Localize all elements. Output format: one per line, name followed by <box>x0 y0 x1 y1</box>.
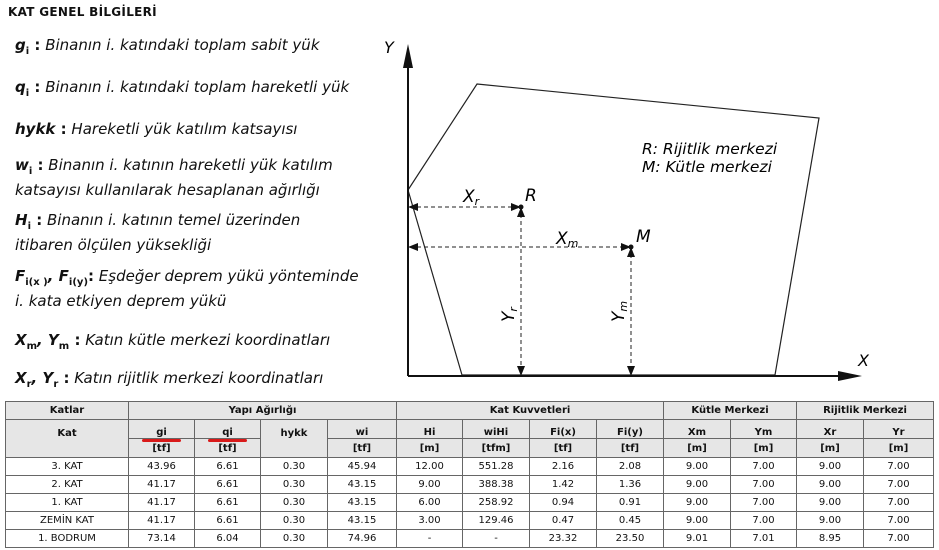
col-hi: Hi <box>397 420 463 439</box>
col-fix: Fi(x) <box>530 420 597 439</box>
table-cell: 0.94 <box>530 494 597 512</box>
group-kutle-merkezi: Kütle Merkezi <box>664 402 797 420</box>
table-cell: 74.96 <box>328 530 397 548</box>
table-cell: 9.01 <box>664 530 731 548</box>
col-gi <box>129 420 195 439</box>
table-cell: 0.30 <box>261 512 328 530</box>
unit-xm: [m] <box>664 439 731 458</box>
unit-ym: [m] <box>731 439 797 458</box>
definition-hykk: hykk : Hareketli yük katılım katsayısı <box>15 120 298 138</box>
table-cell: - <box>397 530 463 548</box>
col-ym: Ym <box>731 420 797 439</box>
unit-xr: [m] <box>797 439 864 458</box>
table-cell: 43.15 <box>328 494 397 512</box>
table-cell: 7.00 <box>731 494 797 512</box>
table-cell: 2.16 <box>530 458 597 476</box>
table-cell: 1. BODRUM <box>6 530 129 548</box>
col-hykk: hykk <box>261 420 328 439</box>
y-axis-arrow <box>403 44 413 68</box>
xm-label: Xm <box>556 229 579 250</box>
col-xr: Xr <box>797 420 864 439</box>
col-yr: Yr <box>864 420 934 439</box>
table-cell: 0.30 <box>261 494 328 512</box>
table-cell: 3. KAT <box>6 458 129 476</box>
table-cell: 7.00 <box>731 512 797 530</box>
table-cell: 23.50 <box>597 530 664 548</box>
table-cell: 41.17 <box>129 512 195 530</box>
x-axis-arrow <box>838 371 862 381</box>
table-cell: 551.28 <box>463 458 530 476</box>
floor-plan-outline <box>408 84 819 375</box>
col-xm: Xm <box>664 420 731 439</box>
table-cell: 45.94 <box>328 458 397 476</box>
group-kat-kuvvetleri: Kat Kuvvetleri <box>397 402 664 420</box>
definition-qi: $q_i$ : Binanın i. katındaki toplam hareketli yük <box>15 78 350 99</box>
table-cell: 73.14 <box>129 530 195 548</box>
table-cell: 0.45 <box>597 512 664 530</box>
table-cell: 7.00 <box>864 494 934 512</box>
col-gi-label: gi <box>156 427 167 438</box>
table-cell: 23.32 <box>530 530 597 548</box>
definition-xm-ym: $X_m$, $Y_m$ : Katın kütle merkezi koordinatları <box>15 331 331 352</box>
table-row <box>6 530 934 548</box>
col-wihi: wiHi <box>463 420 530 439</box>
legend-m: M: Kütle merkezi <box>642 158 772 176</box>
table-cell: 7.00 <box>864 530 934 548</box>
center-diagram <box>380 30 880 390</box>
table-cell: 6.61 <box>195 494 261 512</box>
definition-hi: $H_i$ : Binanın i. katının temel üzerinden itibaren ölçülen yüksekliği <box>15 211 301 254</box>
unit-fiy: [tf] <box>597 439 664 458</box>
table-cell: 1.42 <box>530 476 597 494</box>
table-cell: 6.61 <box>195 476 261 494</box>
column-header-row <box>6 420 934 439</box>
definition-xr-yr: $X_r$, $Y_r$ : Katın rijitlik merkezi koordinatları <box>15 369 324 390</box>
definition-gi: $g_i$ : Binanın i. katındaki toplam sabit yük <box>15 36 320 57</box>
table-cell: 9.00 <box>797 458 864 476</box>
table-cell: 7.00 <box>864 512 934 530</box>
table-cell: 43.15 <box>328 512 397 530</box>
table-cell: 9.00 <box>397 476 463 494</box>
table-cell: 0.91 <box>597 494 664 512</box>
table-cell: ZEMİN KAT <box>6 512 129 530</box>
rigidity-center-point <box>519 205 524 210</box>
y-axis-label: Y <box>384 38 394 57</box>
table-cell: 9.00 <box>664 494 731 512</box>
table-cell: 8.95 <box>797 530 864 548</box>
table-cell: 9.00 <box>664 476 731 494</box>
unit-yr: [m] <box>864 439 934 458</box>
table-cell: 6.00 <box>397 494 463 512</box>
table-cell: 9.00 <box>664 458 731 476</box>
floor-info-table <box>5 401 934 548</box>
table-cell: 6.04 <box>195 530 261 548</box>
table-cell: 41.17 <box>129 476 195 494</box>
point-m-label: M <box>636 227 651 247</box>
table-cell: 9.00 <box>797 512 864 530</box>
group-katlar: Katlar <box>6 402 129 420</box>
col-qi-label: qi <box>222 427 233 438</box>
table-cell: 129.46 <box>463 512 530 530</box>
col-kat: Kat <box>6 420 129 439</box>
definition-fi: $F_{i(x )}$, $F_{i(y)}$: Eşdeğer deprem yükü yönteminde i. kata etkiyen deprem yükü <box>15 267 359 310</box>
table-cell: 0.30 <box>261 476 328 494</box>
table-cell: 1. KAT <box>6 494 129 512</box>
table-cell: 43.15 <box>328 476 397 494</box>
table-cell: 9.00 <box>797 476 864 494</box>
table-cell: - <box>463 530 530 548</box>
unit-qi: [tf] <box>195 439 261 458</box>
unit-wihi: [tfm] <box>463 439 530 458</box>
table-cell: 6.61 <box>195 512 261 530</box>
col-qi <box>195 420 261 439</box>
unit-gi: [tf] <box>129 439 195 458</box>
page-title: KAT GENEL BİLGİLERİ <box>8 5 157 19</box>
table-row <box>6 458 934 476</box>
point-r-label: R <box>525 186 537 206</box>
table-cell: 1.36 <box>597 476 664 494</box>
table-row <box>6 494 934 512</box>
table-cell: 7.00 <box>864 458 934 476</box>
table-cell: 388.38 <box>463 476 530 494</box>
mass-center-point <box>629 245 634 250</box>
table-cell: 2. KAT <box>6 476 129 494</box>
unit-hi: [m] <box>397 439 463 458</box>
col-wi: wi <box>328 420 397 439</box>
unit-wi: [tf] <box>328 439 397 458</box>
x-axis-label: X <box>858 351 869 370</box>
unit-fix: [tf] <box>530 439 597 458</box>
table-cell: 7.00 <box>864 476 934 494</box>
table-row <box>6 512 934 530</box>
table-cell: 2.08 <box>597 458 664 476</box>
table-cell: 6.61 <box>195 458 261 476</box>
table-cell: 0.30 <box>261 530 328 548</box>
group-rijitlik-merkezi: Rijitlik Merkezi <box>797 402 934 420</box>
definition-wi: $w_i$ : Binanın i. katının hareketli yük katılım katsayısı kullanılarak hesaplanan ağırlığı <box>15 156 333 199</box>
group-yapi-agirligi: Yapı Ağırlığı <box>129 402 397 420</box>
table-cell: 9.00 <box>664 512 731 530</box>
table-cell: 12.00 <box>397 458 463 476</box>
table-cell: 9.00 <box>797 494 864 512</box>
table-cell: 0.30 <box>261 458 328 476</box>
table-cell: 41.17 <box>129 494 195 512</box>
xr-label: Xr <box>463 187 480 208</box>
table-cell: 258.92 <box>463 494 530 512</box>
table-cell: 7.00 <box>731 458 797 476</box>
table-row <box>6 476 934 494</box>
table-cell: 7.01 <box>731 530 797 548</box>
unit-kat <box>6 439 129 458</box>
table-cell: 3.00 <box>397 512 463 530</box>
table-body <box>6 458 934 548</box>
yr-label: Yr <box>499 307 520 322</box>
legend-r: R: Rijitlik merkezi <box>642 140 778 158</box>
col-fiy: Fi(y) <box>597 420 664 439</box>
table-cell: 7.00 <box>731 476 797 494</box>
unit-hykk <box>261 439 328 458</box>
table-cell: 43.96 <box>129 458 195 476</box>
table-cell: 0.47 <box>530 512 597 530</box>
group-header-row <box>6 402 934 420</box>
ym-label: Ym <box>609 300 630 322</box>
